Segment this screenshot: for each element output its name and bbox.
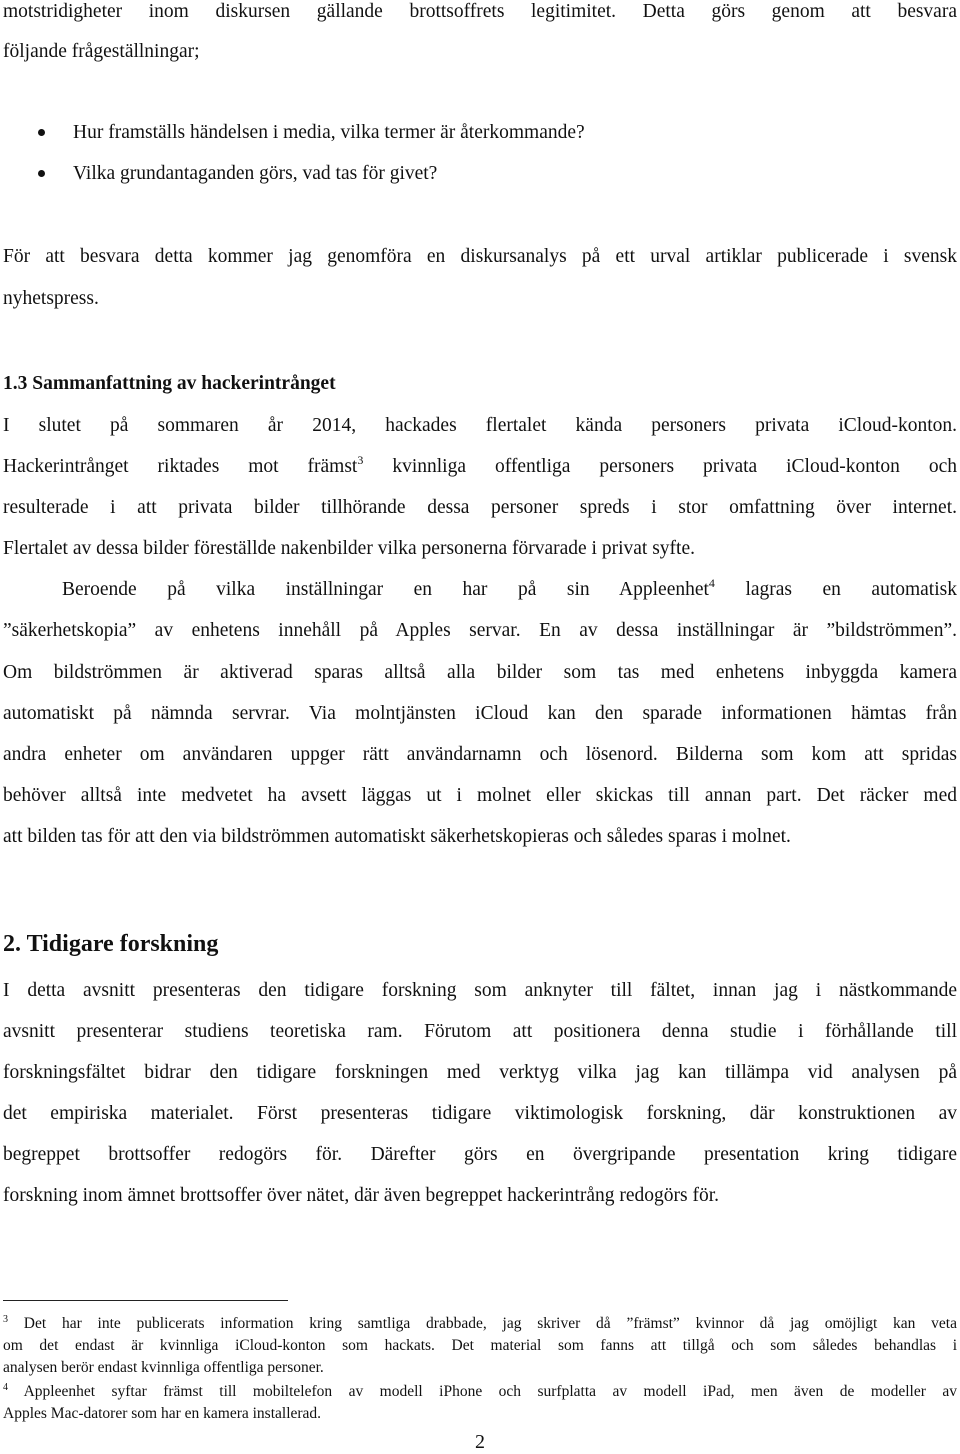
summary-line-3: resulterade i att privata bilder tillhörande dessa personer spreds i stor omfattning över internet. xyxy=(3,497,957,518)
summary-line-1: I slutet på sommaren år 2014, hackades flertalet kända personers privata iCloud-konton. xyxy=(3,415,957,436)
summary-line-2-start: Hackerintrånget riktades mot främst xyxy=(3,456,358,477)
section2-line-4: det empiriska materialet. Först presenteras tidigare viktimologisk forskning, där konstruktionen av xyxy=(3,1103,957,1124)
method-line-2: nyhetspress. xyxy=(3,288,99,309)
summary-line-2 xyxy=(3,455,957,479)
summary-line-10: behöver alltså inte medvetet ha avsett läggas ut i molnet eller skickas till annan part. Det räcker med xyxy=(3,785,957,806)
footnote-ref-3: 3 xyxy=(357,453,364,467)
intro-line-2: följande frågeställningar; xyxy=(3,41,200,62)
footnote-3-line-3: analysen berör endast kvinnliga offentliga personer. xyxy=(3,1359,324,1376)
footnote-3-line-2: om det endast är kvinnliga iCloud-konton som hackats. Det material som fanns att tillgå och som således behandlas i xyxy=(3,1337,957,1354)
summary-line-5 xyxy=(62,578,957,602)
section2-line-6: forskning inom ämnet brottsoffer över nätet, där även begreppet hackerintrång redogörs för. xyxy=(3,1185,720,1206)
footnote-ref-4: 4 xyxy=(708,576,715,590)
summary-line-11: att bilden tas för att den via bildströmmen automatiskt säkerhetskopieras och således sparas i molnet. xyxy=(3,826,791,847)
footnote-4-line-2: Apples Mac-datorer som har en kamera installerad. xyxy=(3,1405,322,1422)
footnote-4-mark: 4 xyxy=(3,1382,8,1393)
summary-line-9: andra enheter om användaren uppger rätt användarnamn och lösenord. Bilderna som kom att spridas xyxy=(3,744,957,765)
summary-line-2-end: kvinnliga offentliga personers privata iCloud-konton och xyxy=(392,456,957,477)
summary-line-6: ”säkerhetskopia” av enhetens innehåll på Apples servar. En av dessa inställningar är ”bildströmmen”. xyxy=(3,620,957,641)
summary-line-8: automatiskt på nämnda servrar. Via molntjänsten iCloud kan den sparade informationen hämtas från xyxy=(3,703,957,724)
question-2: Vilka grundantaganden görs, vad tas för givet? xyxy=(73,163,438,184)
subsection-heading: 1.3 Sammanfattning av hackerintrånget xyxy=(3,373,336,394)
footnote-3-line-1 xyxy=(3,1313,957,1335)
method-line-1: För att besvara detta kommer jag genomföra en diskursanalys på ett urval artiklar publicerade i svensk xyxy=(3,246,957,267)
footnote-3-mark: 3 xyxy=(3,1314,8,1325)
bullet-icon xyxy=(38,129,45,136)
section2-line-1: I detta avsnitt presenteras den tidigare forskning som anknyter till fältet, innan jag i nästkommande xyxy=(3,980,957,1001)
section-heading: 2. Tidigare forskning xyxy=(3,931,219,957)
footnote-3-text: Det har inte publicerats information kring samtliga drabbade, jag skriver då ”främst” kvinnor då jag omöjligt kan veta xyxy=(23,1315,957,1332)
footnote-4-line-1 xyxy=(3,1381,957,1403)
footnote-4-text: Appleenhet syftar främst till mobiltelefon av modell iPhone och surfplatta av modell iPad, men även de modeller av xyxy=(23,1383,957,1400)
summary-line-4: Flertalet av dessa bilder föreställde nakenbilder vilka personerna förvarade i privat syfte. xyxy=(3,538,695,559)
summary-line-7: Om bildströmmen är aktiverad sparas alltså alla bilder som tas med enhetens inbyggda kamera xyxy=(3,662,957,683)
footnote-divider xyxy=(3,1300,288,1301)
summary-line-5-start: Beroende på vilka inställningar en har på sin Appleenhet xyxy=(62,579,709,600)
question-1: Hur framställs händelsen i media, vilka termer är återkommande? xyxy=(73,122,585,143)
intro-line-1: motstridigheter inom diskursen gällande brottsoffrets legitimitet. Detta görs genom att besvara xyxy=(3,1,957,22)
page-number: 2 xyxy=(475,1431,485,1453)
section2-line-2: avsnitt presenterar studiens teoretiska ram. Förutom att positionera denna studie i förhållande till xyxy=(3,1021,957,1042)
section2-line-3: forskningsfältet bidrar den tidigare forskningen med verktyg vilka jag kan tillämpa vid analysen på xyxy=(3,1062,957,1083)
summary-line-5-end: lagras en automatisk xyxy=(745,579,957,600)
bullet-icon xyxy=(38,170,45,177)
section2-line-5: begreppet brottsoffer redogörs för. Därefter görs en övergripande presentation kring tidigare xyxy=(3,1144,957,1165)
